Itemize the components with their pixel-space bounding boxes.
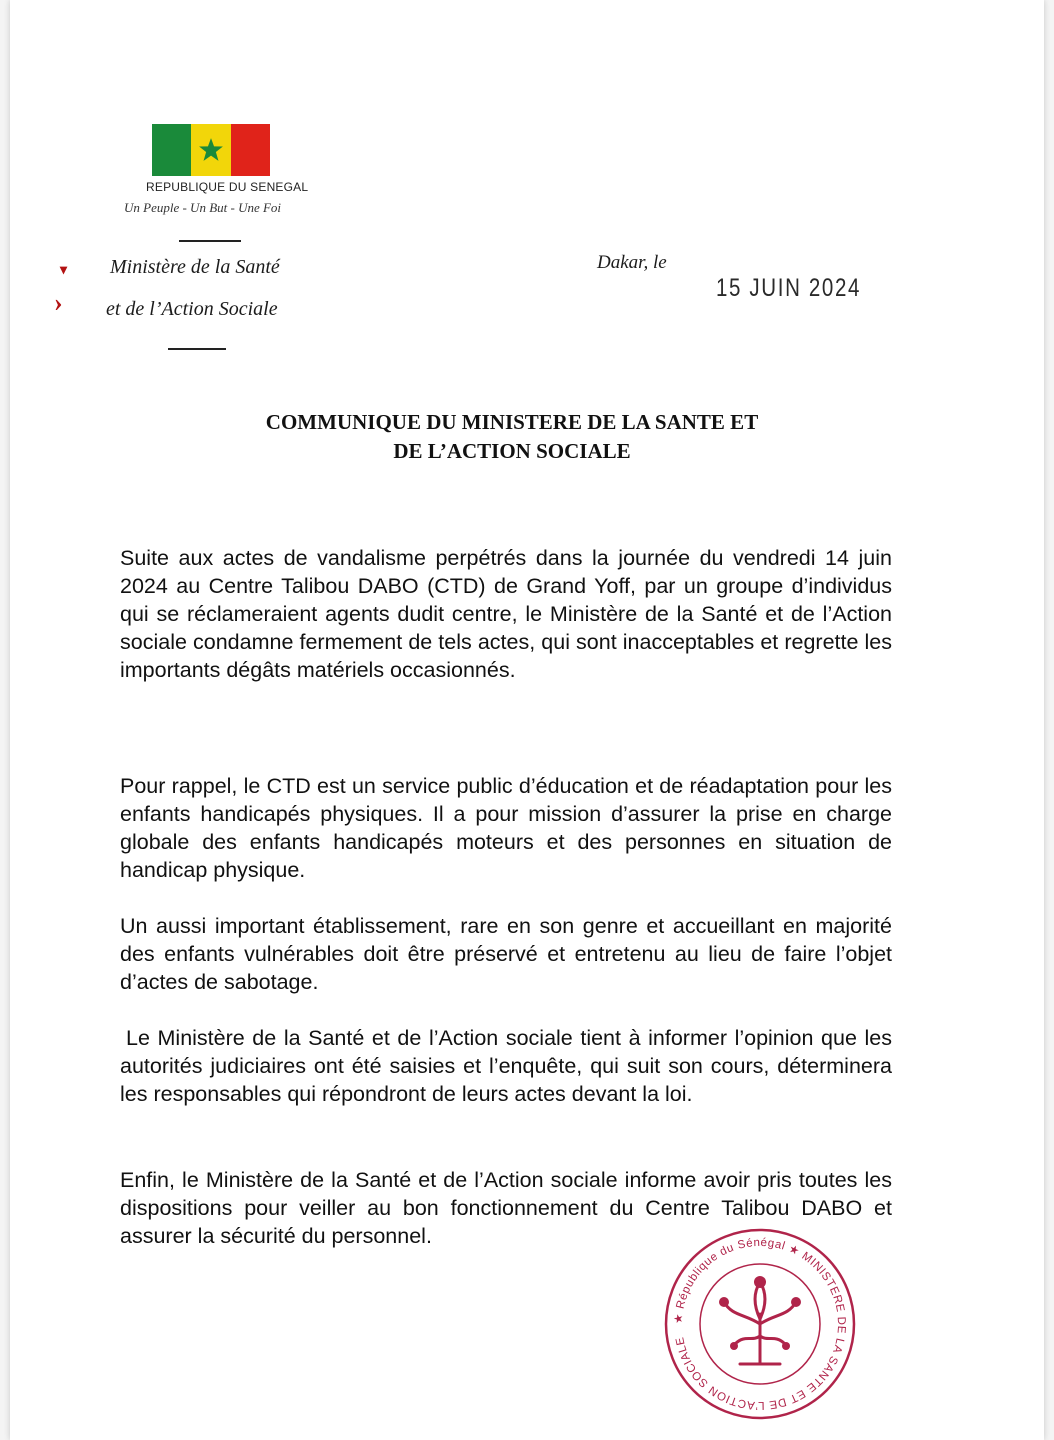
document-page [10,0,1044,1440]
paragraph-1: Suite aux actes de vandalisme perpétrés dans la journée du vendredi 14 juin 2024 au Centre Talibou DABO (CTD) de Grand Yoff, par un groupe d’individus qui se réclameraient agents dudit centre, le Ministère de la Santé et de l’Action sociale condamne fermement de tels actes, qui sont inacceptables et regrette les importants dégâts matériels occasionnés. [120,546,892,682]
paragraph-5: Enfin, le Ministère de la Santé et de l’Action sociale informe avoir pris toutes les dispositions pour veiller au bon fonctionnement du Centre Talibou DABO et assurer la sécurité du personnel. [120,1168,892,1248]
ministry-name-line1: Ministère de la Santé [110,256,280,278]
paragraph-2: Pour rappel, le CTD est un service public d’éducation et de réadaptation pour les enfants handicapés physiques. Il a pour mission d’assurer la prise en charge globale des enfants handicapés moteurs et des personnes en situation de handicap physique. [120,774,892,882]
place-label: Dakar, le [597,252,667,273]
margin-mark-icon: › [54,288,63,317]
senegal-flag-icon [152,124,270,176]
country-name: REPUBLIQUE DU SENEGAL [146,180,309,194]
seal-text: ★ République du Sénégal ★ MINISTERE DE LA SANTE ET DE L’ACTION SOCIALE [672,1236,848,1412]
paragraph-4: Le Ministère de la Santé et de l’Action sociale tient à informer l’opinion que les autorités judiciaires ont été saisies et l’enquête, qui suit son cours, déterminera les responsables qui répondront de leurs actes devant la loi. [120,1026,892,1106]
title-line1: COMMUNIQUE DU MINISTERE DE LA SANTE ET [265,410,759,434]
ministry-name-line2: et de l’Action Sociale [106,298,278,320]
official-seal-icon [660,1224,860,1424]
date-stamp: 15 JUIN 2024 [716,274,862,302]
paragraph-3: Un aussi important établissement, rare en son genre et accueillant en majorité des enfants vulnérables doit être préservé et entretenu au lieu de faire l’objet d’actes de sabotage. [120,914,892,994]
ministry-divider [168,348,226,350]
communique-title [130,408,894,466]
margin-mark-icon: ▾ [60,263,68,278]
header-divider [179,240,241,242]
title-line2: DE L’ACTION SOCIALE [393,439,631,463]
star-icon [198,137,224,163]
national-motto: Un Peuple - Un But - Une Foi [124,200,282,215]
